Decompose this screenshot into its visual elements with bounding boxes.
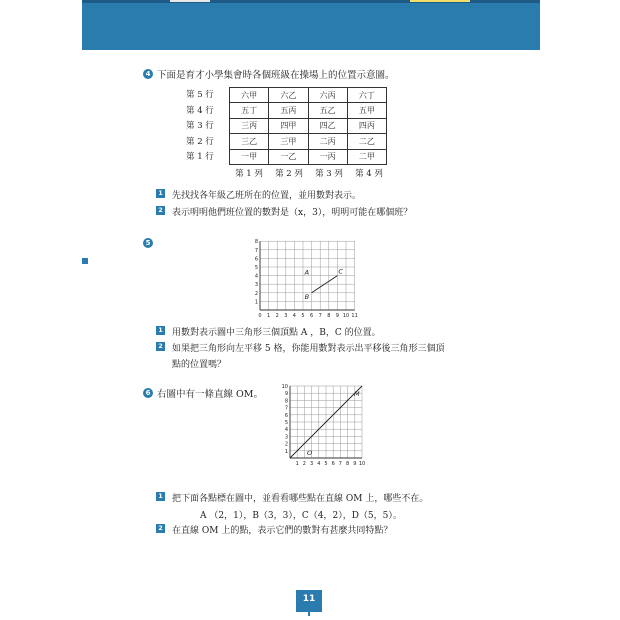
class-cell: 六丙 xyxy=(308,88,347,103)
header-strip-yellow xyxy=(410,0,470,2)
coordinate-grid-triangle xyxy=(252,232,366,318)
class-cell: 四丙 xyxy=(347,118,386,133)
column-label: 第 4 列 xyxy=(355,169,383,179)
seating-table xyxy=(229,87,387,165)
point-label-b: B xyxy=(304,292,310,301)
x-tick-label: 1 xyxy=(295,461,299,467)
x-tick-label: 8 xyxy=(346,461,350,467)
row-label: 第 1 行 xyxy=(186,152,214,162)
q5-sub1-text: 用數對表示圖中三角形三個頂點 A ，B，C 的位置。 xyxy=(172,328,381,338)
class-cell: 二乙 xyxy=(347,134,386,149)
y-tick-label: 1 xyxy=(254,299,258,306)
header-strip-light xyxy=(170,0,210,2)
class-cell: 二丙 xyxy=(308,134,347,149)
x-tick-label: 9 xyxy=(353,461,357,467)
question-6-text: 右圖中有一條直線 OM。 xyxy=(157,389,264,400)
point-label-c: C xyxy=(338,267,343,276)
table-row xyxy=(230,149,387,164)
y-tick-label: 6 xyxy=(254,256,258,263)
column-label: 第 3 列 xyxy=(315,169,343,179)
x-tick-label: 0 xyxy=(258,313,262,318)
tick-labels xyxy=(255,239,358,318)
x-tick-label: 5 xyxy=(324,461,328,467)
column-labels xyxy=(229,167,389,179)
table-row xyxy=(230,88,387,103)
row-label: 第 5 行 xyxy=(186,90,214,100)
point-label-m: M xyxy=(354,390,360,398)
q5-sub1-number: 1 xyxy=(156,326,165,335)
x-tick-label: 6 xyxy=(331,461,335,467)
q6-sub1-number: 1 xyxy=(156,492,165,501)
x-tick-label: 3 xyxy=(284,313,288,318)
y-tick-label: 10 xyxy=(282,384,288,390)
class-cell: 一丙 xyxy=(308,149,347,164)
x-tick-label: 9 xyxy=(335,313,339,318)
column-label: 第 2 列 xyxy=(275,169,303,179)
y-tick-label: 8 xyxy=(284,398,288,405)
y-tick-label: 4 xyxy=(254,273,258,280)
class-cell: 三甲 xyxy=(269,134,308,149)
y-tick-label: 3 xyxy=(284,434,288,441)
class-cell: 五乙 xyxy=(308,103,347,118)
y-tick-label: 5 xyxy=(284,420,288,426)
y-tick-label: 7 xyxy=(254,247,258,254)
x-tick-label: 7 xyxy=(338,461,342,467)
class-cell: 三乙 xyxy=(230,134,269,149)
x-tick-label: 11 xyxy=(351,313,358,318)
class-cell: 五丁 xyxy=(230,103,269,118)
class-cell: 四乙 xyxy=(308,118,347,133)
q4-sub2-text: 表示明明他們班位置的數對是（x，3），明明可能在哪個班？ xyxy=(172,208,413,218)
class-cell: 三丙 xyxy=(230,118,269,133)
q5-sub2-text-line2: 點的位置嗎？ xyxy=(172,360,227,370)
y-tick-label: 4 xyxy=(284,427,288,434)
question-6-number: 6 xyxy=(143,388,153,398)
x-tick-label: 10 xyxy=(342,313,350,318)
y-tick-label: 2 xyxy=(254,290,258,297)
y-tick-label: 5 xyxy=(254,265,258,271)
class-cell: 六甲 xyxy=(230,88,269,103)
q4-sub1-text: 先找找各年級乙班所在的位置，並用數對表示。 xyxy=(172,191,362,201)
class-cell: 四甲 xyxy=(269,118,308,133)
y-tick-label: 8 xyxy=(254,239,258,246)
class-cell: 二甲 xyxy=(347,149,386,164)
table-row xyxy=(230,103,387,118)
tick-labels xyxy=(282,384,365,467)
x-tick-label: 10 xyxy=(358,461,366,467)
x-tick-label: 1 xyxy=(267,313,271,318)
y-tick-label: 9 xyxy=(284,391,288,398)
q6-sub2-number: 2 xyxy=(156,524,165,533)
point-label-a: A xyxy=(304,268,310,277)
y-tick-label: 1 xyxy=(284,448,288,455)
page-number-tick xyxy=(308,612,310,616)
q5-sub2-text-line1: 如果把三角形向左平移 5 格，你能用數對表示出平移後三角形三個頂 xyxy=(172,344,445,354)
q6-sub1-text: 把下面各點標在圖中，並看看哪些點在直線 OM 上，哪些不在。 xyxy=(172,494,429,504)
x-tick-label: 4 xyxy=(292,313,296,318)
side-marker xyxy=(82,258,88,264)
class-cell: 五丙 xyxy=(269,103,308,118)
y-tick-label: 7 xyxy=(284,405,288,412)
header-band xyxy=(82,0,540,50)
y-tick-label: 3 xyxy=(254,282,258,289)
y-tick-label: 2 xyxy=(284,441,288,448)
table-row xyxy=(230,134,387,149)
question-4-number: 4 xyxy=(143,69,153,79)
question-5-number: 5 xyxy=(143,238,153,248)
class-cell: 一乙 xyxy=(269,149,308,164)
x-tick-label: 5 xyxy=(301,313,305,318)
q6-points-line: A （2，1），B（3，3），C（4，2），D（5，5）。 xyxy=(200,511,402,521)
table-row xyxy=(230,118,387,133)
class-cell: 六丁 xyxy=(347,88,386,103)
x-tick-label: 7 xyxy=(318,313,322,318)
class-cell: 六乙 xyxy=(269,88,308,103)
page-number: 11 xyxy=(302,594,316,604)
x-tick-label: 2 xyxy=(275,313,279,318)
x-tick-label: 3 xyxy=(310,461,314,467)
x-tick-label: 6 xyxy=(310,313,314,318)
page-number-badge xyxy=(296,590,322,612)
x-tick-label: 2 xyxy=(302,461,306,467)
class-cell: 五甲 xyxy=(347,103,386,118)
y-tick-label: 6 xyxy=(284,412,288,419)
q4-sub2-number: 2 xyxy=(156,206,165,215)
class-cell: 一甲 xyxy=(230,149,269,164)
column-label: 第 1 列 xyxy=(235,169,263,179)
x-tick-label: 4 xyxy=(317,461,321,467)
q6-sub2-text: 在直線 OM 上的點，表示它們的數對有甚麼共同特點？ xyxy=(172,526,393,536)
q4-sub1-number: 1 xyxy=(156,189,165,198)
row-label: 第 2 行 xyxy=(186,137,214,147)
row-label: 第 4 行 xyxy=(186,106,214,116)
q5-sub2-number: 2 xyxy=(156,342,165,351)
point-label-o: O xyxy=(307,449,313,457)
header-strip xyxy=(82,0,540,3)
row-label: 第 3 行 xyxy=(186,121,214,131)
coordinate-grid-line-om xyxy=(282,382,372,470)
x-tick-label: 8 xyxy=(327,313,331,318)
question-4-text: 下面是育才小學集會時各個班級在操場上的位置示意圖。 xyxy=(157,70,395,81)
